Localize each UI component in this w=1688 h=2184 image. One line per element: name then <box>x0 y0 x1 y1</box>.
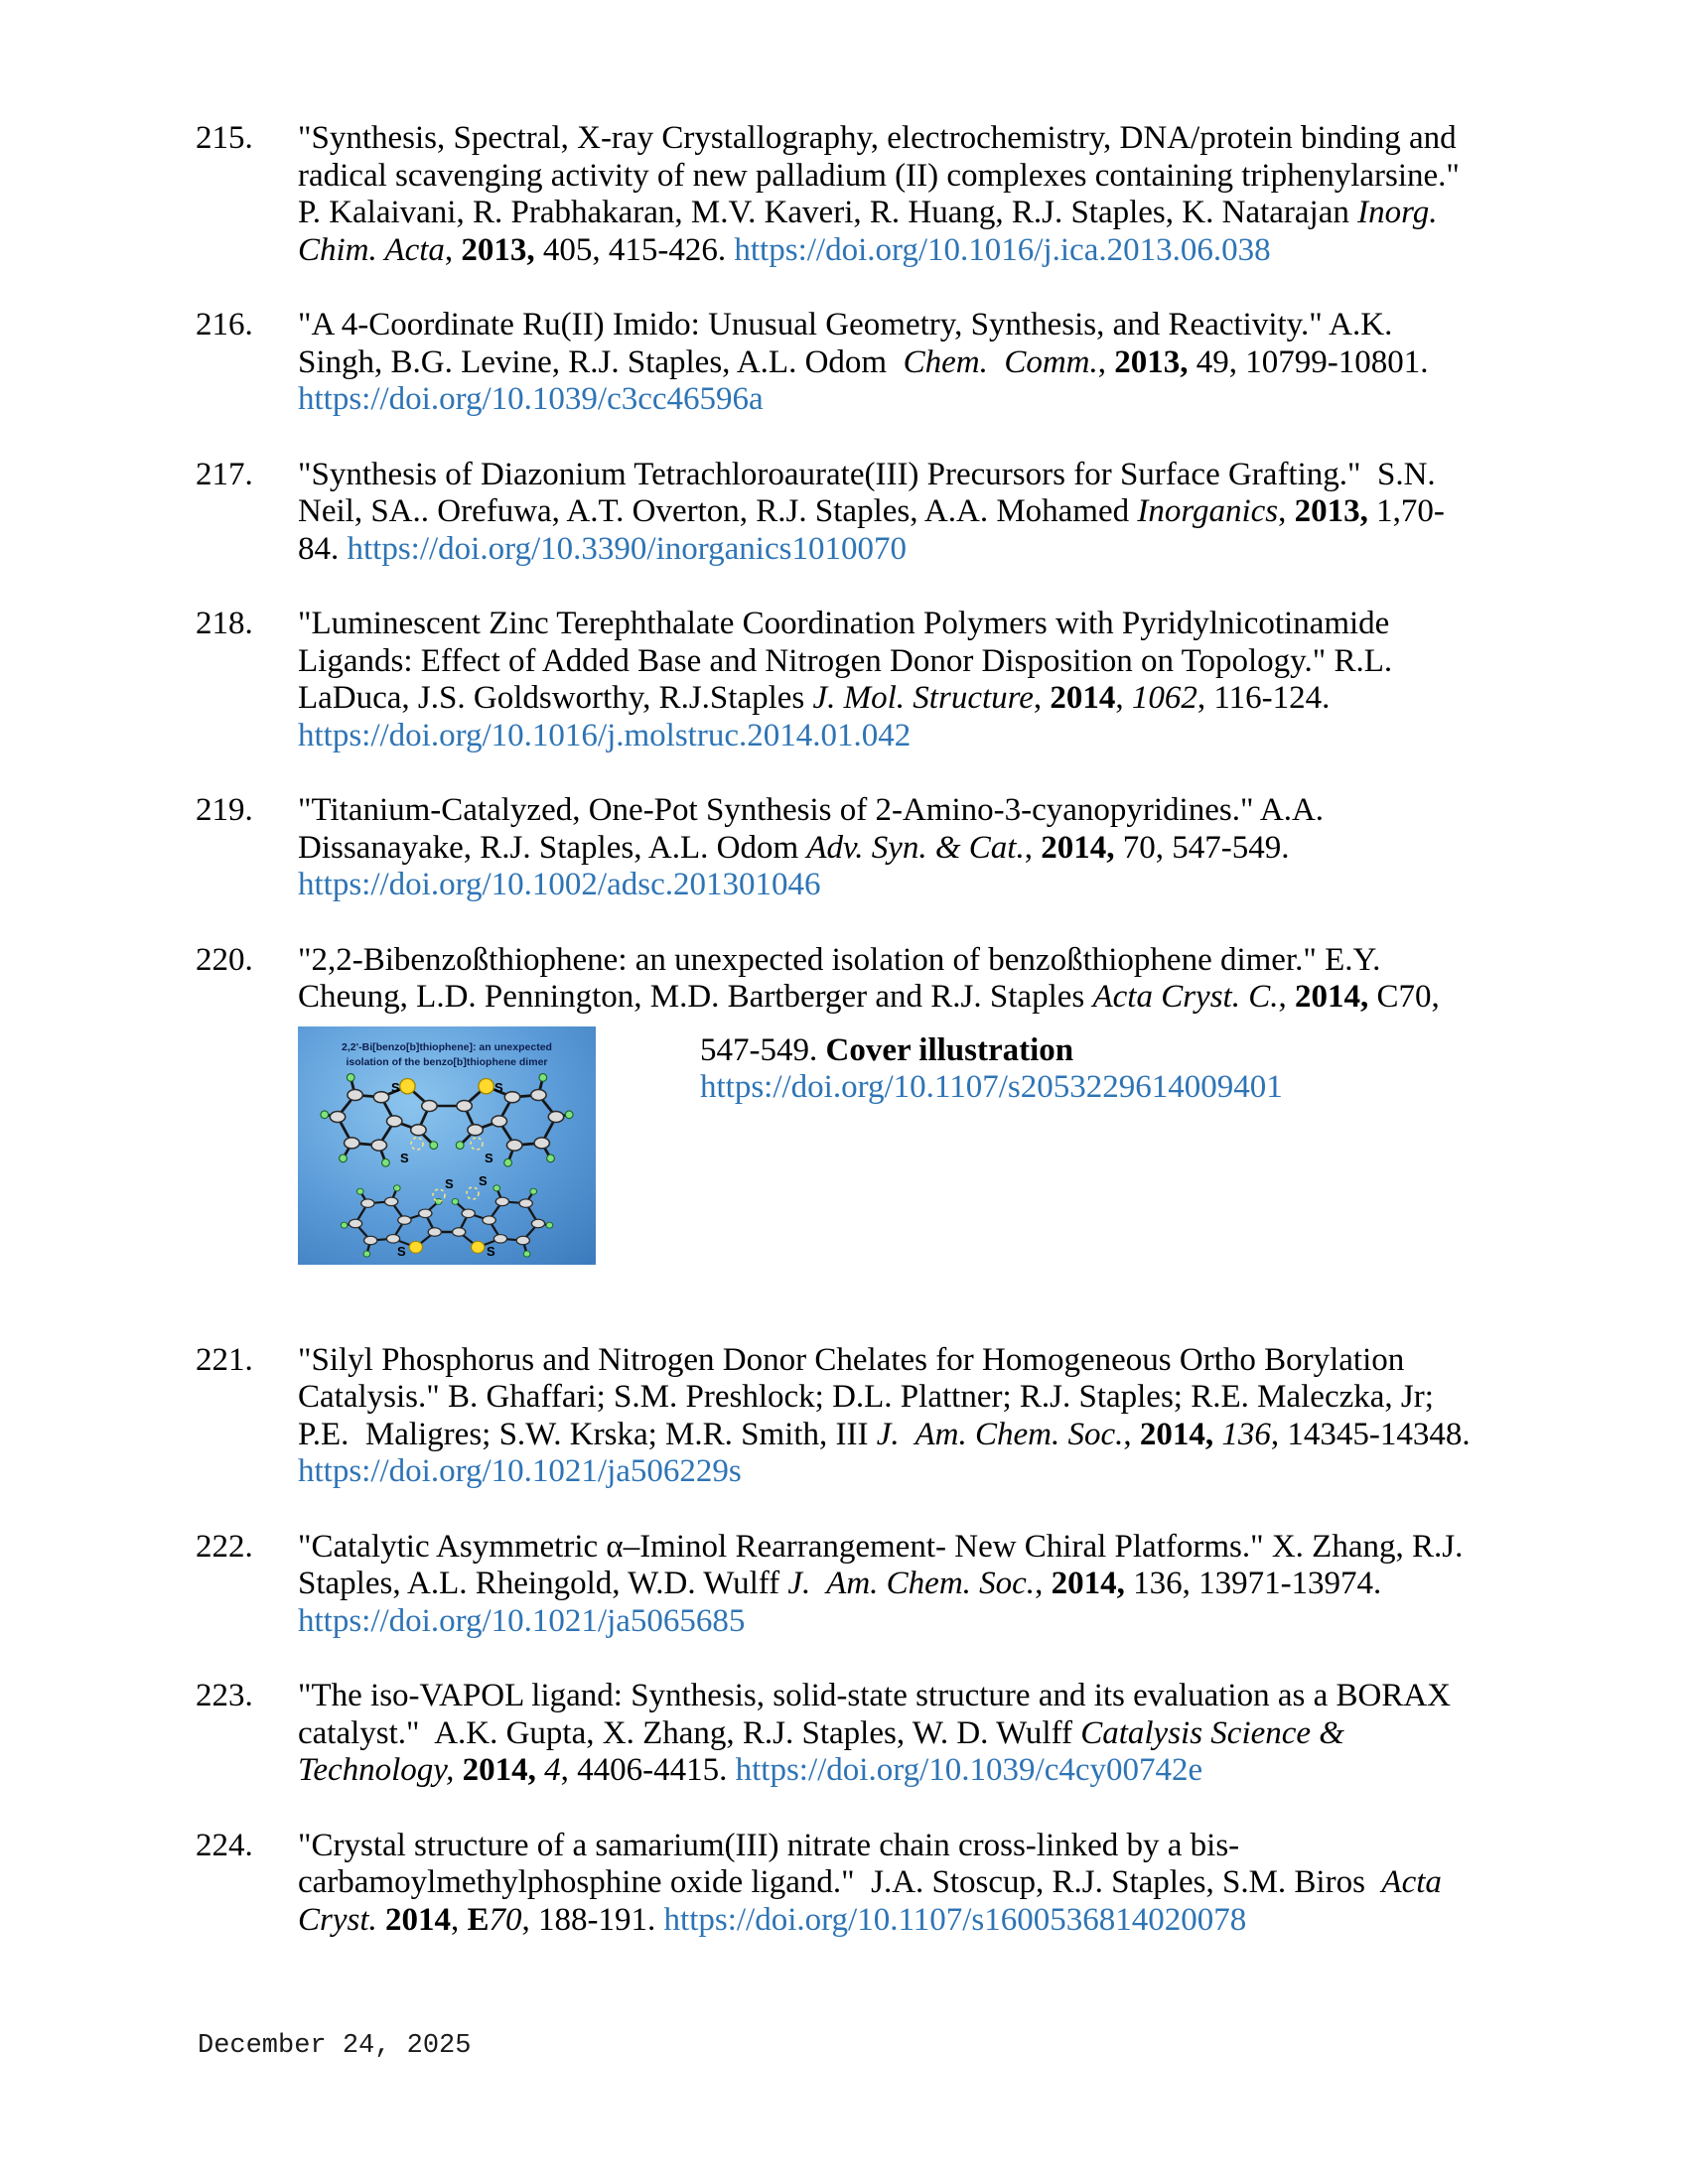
text-run: 2014, <box>1051 1566 1125 1601</box>
reference-number: 215. <box>196 120 253 156</box>
text-run: Technology, <box>298 1752 455 1788</box>
text-run <box>377 1902 385 1938</box>
cover-illustration-row <box>298 1026 1440 1265</box>
reference-line <box>298 1566 1463 1603</box>
reference-line <box>700 1032 1283 1070</box>
reference-text <box>298 1529 1463 1641</box>
reference-number: 220. <box>196 941 253 978</box>
cover-caption-line2: isolation of the benzo[b]thiophene dimer <box>346 1055 548 1068</box>
text-run: 4 <box>544 1752 561 1788</box>
reference-text <box>298 1828 1442 1940</box>
text-run: 2013, <box>1114 343 1189 380</box>
sulfur-label: S <box>487 1243 495 1259</box>
reference-line <box>700 1069 1283 1107</box>
reference-line <box>298 942 1440 980</box>
text-run: P. Kalaivani, R. Prabhakaran, M.V. Kaveri, R. Huang, R.J. Staples, K. Natarajan <box>298 195 1358 230</box>
reference-text <box>298 1342 1471 1491</box>
reference-line <box>298 792 1324 830</box>
doi-link[interactable]: https://doi.org/10.1039/c4cy00742e <box>735 1752 1203 1788</box>
text-run: Cryst. <box>298 1901 377 1938</box>
sulfur-label: S <box>400 1150 409 1165</box>
text-run: P.E. Maligres; S.W. Krska; M.R. Smith, III <box>298 1416 877 1452</box>
reference-line <box>298 493 1445 531</box>
reference-line <box>298 1715 1451 1753</box>
reference-text <box>298 792 1324 904</box>
reference-entry-221 <box>196 1342 1586 1491</box>
text-run: 547-549. <box>700 1031 826 1068</box>
text-run: J. Am. Chem. Soc. <box>787 1566 1036 1601</box>
text-run: 136 <box>1221 1416 1271 1452</box>
doi-link[interactable]: https://doi.org/10.1021/ja506229s <box>298 1453 742 1489</box>
reference-text <box>298 457 1445 569</box>
sulfur-label: S <box>391 1079 400 1095</box>
reference-line <box>298 1902 1442 1940</box>
text-run: Cheung, L.D. Pennington, M.D. Bartberger and R.J. Staples <box>298 979 1093 1015</box>
text-run: LaDuca, J.S. Goldsworthy, R.J.Staples <box>298 680 813 716</box>
doi-link[interactable]: https://doi.org/10.1107/s2053229614009401 <box>700 1069 1283 1105</box>
text-run: , <box>1123 1416 1140 1452</box>
reference-text <box>298 120 1460 269</box>
reference-line <box>298 344 1429 382</box>
reference-line <box>298 867 1324 904</box>
footer-date: December 24, 2025 <box>198 2031 472 2061</box>
text-run: , 116-124. <box>1196 680 1331 716</box>
reference-line <box>298 606 1392 643</box>
reference-number: 223. <box>196 1678 253 1713</box>
cover-side-text <box>596 1026 1283 1107</box>
reference-text <box>298 1678 1451 1790</box>
reference-number: 221. <box>196 1341 253 1378</box>
text-run: carbamoylmethylphosphine oxide ligand." J.A. Stoscup, R.J. Staples, S.M. Biros <box>298 1864 1382 1900</box>
reference-line <box>298 381 1429 419</box>
reference-line <box>298 718 1392 755</box>
text-run: "Crystal structure of a samarium(III) nitrate chain cross-linked by a bis- <box>298 1827 1240 1863</box>
reference-line <box>298 1453 1471 1491</box>
text-run: C70, <box>1368 979 1440 1015</box>
doi-link[interactable]: https://doi.org/10.1016/j.ica.2013.06.038 <box>734 231 1271 268</box>
text-run: "Catalytic Asymmetric α–Iminol Rearrangement- New Chiral Platforms." X. Zhang, R.J. <box>298 1528 1464 1565</box>
text-run: , <box>444 231 462 268</box>
text-run: , <box>1033 680 1051 716</box>
reference-line <box>298 531 1445 569</box>
text-run: 136, 13971-13974. <box>1124 1566 1382 1601</box>
text-run: Acta Cryst. C. <box>1092 979 1279 1015</box>
doi-link[interactable]: https://doi.org/10.3390/inorganics1010070 <box>347 530 907 567</box>
text-run: "Synthesis, Spectral, X-ray Crystallography, electrochemistry, DNA/protein binding and <box>298 120 1457 156</box>
text-run: Dissanayake, R.J. Staples, A.L. Odom <box>298 829 807 866</box>
sulfur-label: S <box>445 1175 454 1191</box>
reference-text <box>298 307 1429 419</box>
sulfur-label: S <box>479 1172 488 1188</box>
text-run: Staples, A.L. Rheingold, W.D. Wulff <box>298 1566 788 1601</box>
text-run <box>454 1752 462 1788</box>
reference-line <box>298 232 1460 270</box>
reference-line <box>298 643 1392 681</box>
text-run: Catalysis Science & <box>1080 1714 1344 1751</box>
text-run: , 4406-4415. <box>560 1752 736 1788</box>
text-run: 2014, <box>1041 829 1115 866</box>
text-run: "Luminescent Zinc Terephthalate Coordination Polymers with Pyridylnicotinamide <box>298 606 1390 641</box>
text-run: "2,2-Bibenzoßthiophene: an unexpected isolation of benzoßthiophene dimer." E.Y. <box>298 941 1381 978</box>
reference-entry-215 <box>196 120 1586 269</box>
text-run: "A 4-Coordinate Ru(II) Imido: Unusual Geometry, Synthesis, and Reactivity." A.K. <box>298 307 1393 342</box>
text-run: 2013, <box>1294 493 1368 529</box>
text-run: 84. <box>298 530 348 567</box>
reference-number: 224. <box>196 1827 253 1863</box>
text-run: E <box>467 1901 490 1938</box>
text-run: 70 <box>489 1901 522 1938</box>
text-run: Cover illustration <box>825 1031 1074 1068</box>
reference-number: 217. <box>196 456 253 492</box>
text-run: Neil, SA.. Orefuwa, A.T. Overton, R.J. Staples, A.A. Mohamed <box>298 493 1138 529</box>
text-run: , <box>1278 979 1295 1015</box>
text-run: 2014 <box>385 1901 452 1938</box>
text-run: Acta <box>1381 1864 1442 1900</box>
text-run: , <box>1024 829 1042 866</box>
reference-text <box>298 606 1392 754</box>
reference-entry-223 <box>196 1678 1586 1790</box>
reference-entry-222 <box>196 1529 1586 1641</box>
text-run: 49, 10799-10801. <box>1188 343 1429 380</box>
text-run: Chem. Comm. <box>903 343 1098 380</box>
text-run: 2014, <box>1294 979 1369 1015</box>
text-run: "Synthesis of Diazonium Tetrachloroaurate(III) Precursors for Surface Grafting." S.N. <box>298 456 1436 492</box>
sulfur-label: S <box>485 1150 493 1165</box>
reference-line <box>298 457 1445 494</box>
reference-number: 218. <box>196 606 253 641</box>
text-run: , <box>451 1901 468 1938</box>
text-run: 1062 <box>1131 680 1197 716</box>
text-run: , <box>1115 680 1132 716</box>
reference-entry-219 <box>196 792 1586 904</box>
text-run: , 14345-14348. <box>1270 1416 1471 1452</box>
text-run: 2014 <box>1050 680 1116 716</box>
reference-line <box>298 1417 1471 1454</box>
text-run: Singh, B.G. Levine, R.J. Staples, A.L. Odom <box>298 343 904 380</box>
reference-line <box>298 158 1460 196</box>
sulfur-label: S <box>397 1243 406 1259</box>
text-run: catalyst." A.K. Gupta, X. Zhang, R.J. Staples, W. D. Wulff <box>298 1714 1081 1751</box>
text-run: 1,70- <box>1367 493 1445 529</box>
publication-list <box>196 120 1586 1977</box>
text-run: Ligands: Effect of Added Base and Nitrogen Donor Disposition on Topology." R.L. <box>298 642 1393 679</box>
doi-link[interactable]: https://doi.org/10.1021/ja5065685 <box>298 1602 746 1639</box>
doi-link[interactable]: https://doi.org/10.1039/c3cc46596a <box>298 381 764 417</box>
reference-line <box>298 1342 1471 1380</box>
reference-entry-217 <box>196 457 1586 569</box>
doi-link[interactable]: https://doi.org/10.1016/j.molstruc.2014.01.042 <box>298 717 912 753</box>
reference-line <box>298 1603 1463 1641</box>
text-run: "Titanium-Catalyzed, One-Pot Synthesis of 2-Amino-3-cyanopyridines." A.A. <box>298 792 1325 828</box>
reference-line <box>298 1828 1442 1865</box>
text-run: 2013, <box>461 231 535 268</box>
text-run: radical scavenging activity of new palladium (II) complexes containing triphenylarsine." <box>298 157 1460 194</box>
text-run: Adv. Syn. & Cat. <box>806 829 1025 866</box>
reference-line <box>298 120 1460 158</box>
doi-link[interactable]: https://doi.org/10.1002/adsc.201301046 <box>298 867 821 902</box>
reference-entry-220 <box>196 942 1586 1265</box>
reference-line <box>298 1529 1463 1567</box>
text-run <box>536 1752 544 1788</box>
text-run: 70, 547-549. <box>1114 829 1290 866</box>
reference-line <box>298 307 1429 344</box>
reference-line <box>298 1752 1451 1790</box>
text-run: Catalysis." B. Ghaffari; S.M. Preshlock; D.L. Plattner; R.J. Staples; R.E. Maleczka, Jr; <box>298 1379 1434 1415</box>
reference-number: 216. <box>196 307 253 342</box>
reference-text <box>298 942 1440 1265</box>
text-run: Inorganics <box>1137 493 1279 529</box>
text-run: Chim. Acta <box>298 231 445 268</box>
reference-line <box>298 1678 1451 1715</box>
text-run: Inorg. <box>1357 195 1438 230</box>
text-run: , 188-191. <box>521 1901 664 1938</box>
reference-entry-216 <box>196 307 1586 419</box>
text-run: "The iso-VAPOL ligand: Synthesis, solid-state structure and its evaluation as a BORAX <box>298 1678 1451 1713</box>
text-run: 2014, <box>1139 1416 1214 1452</box>
text-run: , <box>1278 493 1295 529</box>
reference-line <box>298 195 1460 232</box>
reference-line <box>298 979 1440 1017</box>
reference-line <box>298 1864 1442 1902</box>
text-run: , <box>1097 343 1115 380</box>
reference-entry-218 <box>196 606 1586 754</box>
reference-line <box>298 1379 1471 1417</box>
reference-line <box>298 830 1324 868</box>
journal-cover-illustration <box>298 1026 596 1265</box>
text-run: 2014, <box>462 1752 536 1788</box>
text-run: J. Am. Chem. Soc. <box>876 1416 1124 1452</box>
text-run: , <box>1035 1566 1052 1601</box>
reference-number: 222. <box>196 1528 253 1565</box>
reference-line <box>298 680 1392 718</box>
reference-entry-224 <box>196 1828 1586 1940</box>
doi-link[interactable]: https://doi.org/10.1107/s1600536814020078 <box>663 1901 1247 1938</box>
cover-caption-line1: 2,2'-Bi[benzo[b]thiophene]: an unexpected <box>342 1040 552 1053</box>
sulfur-label: S <box>494 1079 503 1095</box>
reference-number: 219. <box>196 792 253 828</box>
text-run: 405, 415-426. <box>534 231 735 268</box>
text-run: "Silyl Phosphorus and Nitrogen Donor Chelates for Homogeneous Ortho Borylation <box>298 1341 1405 1378</box>
text-run: J. Mol. Structure <box>812 680 1034 716</box>
